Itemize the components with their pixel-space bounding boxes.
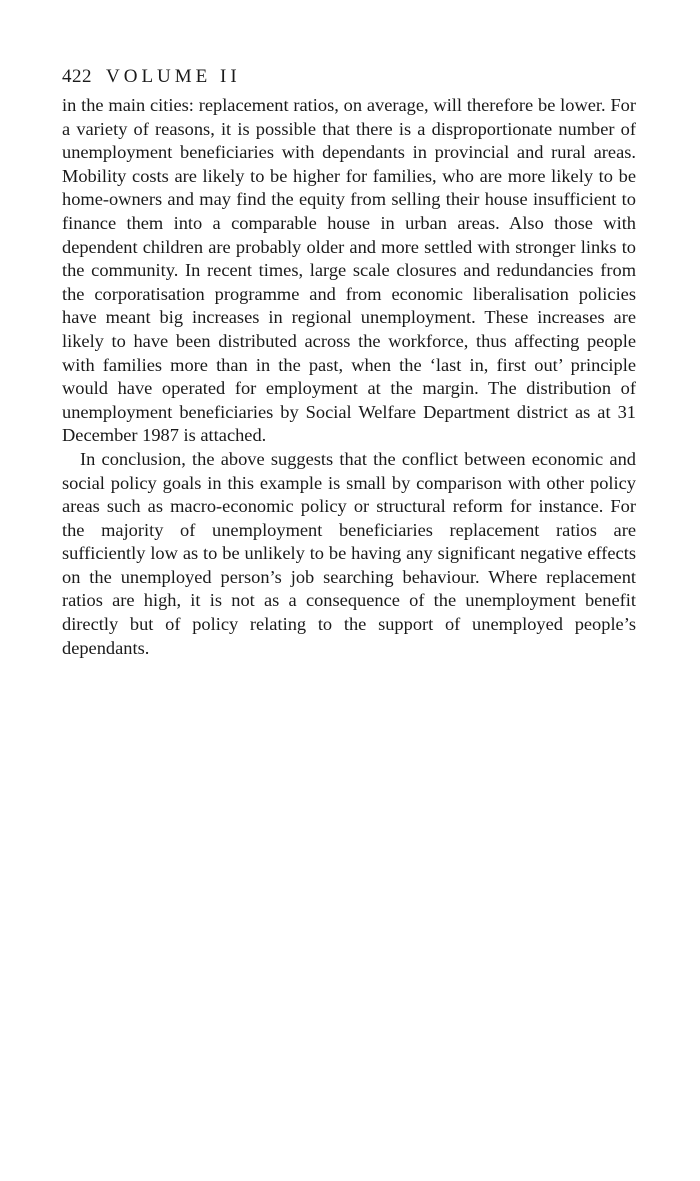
page-number: 422	[62, 66, 92, 87]
volume-label: VOLUME II	[106, 66, 241, 87]
body-paragraph-2: In conclusion, the above suggests that the conflict between economic and social policy goals in this example is small by comparison with other policy areas such as macro-economic policy or structural reform for instance. For the majority of unemployment beneficiaries replacement ratios are sufficiently low as to be unlikely to be having any significant negative effects on the unemployed person’s job searching behaviour. Where replacement ratios are high, it is not as a consequence of the unemployment benefit directly but of policy relating to the support of unemployed people’s dependants.	[62, 448, 636, 658]
running-header	[62, 66, 636, 88]
document-page	[62, 66, 636, 660]
body-paragraph-1: in the main cities: replacement ratios, on average, will therefore be lower. For a variety of reasons, it is possible that there is a disproportionate number of unemployment beneficiaries with dependants in provincial and rural areas. Mobility costs are likely to be higher for families, who are more likely to be home-owners and may find the equity from selling their house insufficient to finance them into a comparable house in urban areas. Also those with dependent children are probably older and more settled with stronger links to the community. In recent times, large scale closures and redundancies from the corporatisation programme and from economic liberalisation policies have meant big increases in regional unemployment. These increases are likely to have been distributed across the workforce, thus affecting people with families more than in the past, when the ‘last in, first out’ principle would have operated for employment at the margin. The distribution of unemployment beneficiaries by Social Welfare Department district as at 31 December 1987 is attached.	[62, 95, 636, 446]
